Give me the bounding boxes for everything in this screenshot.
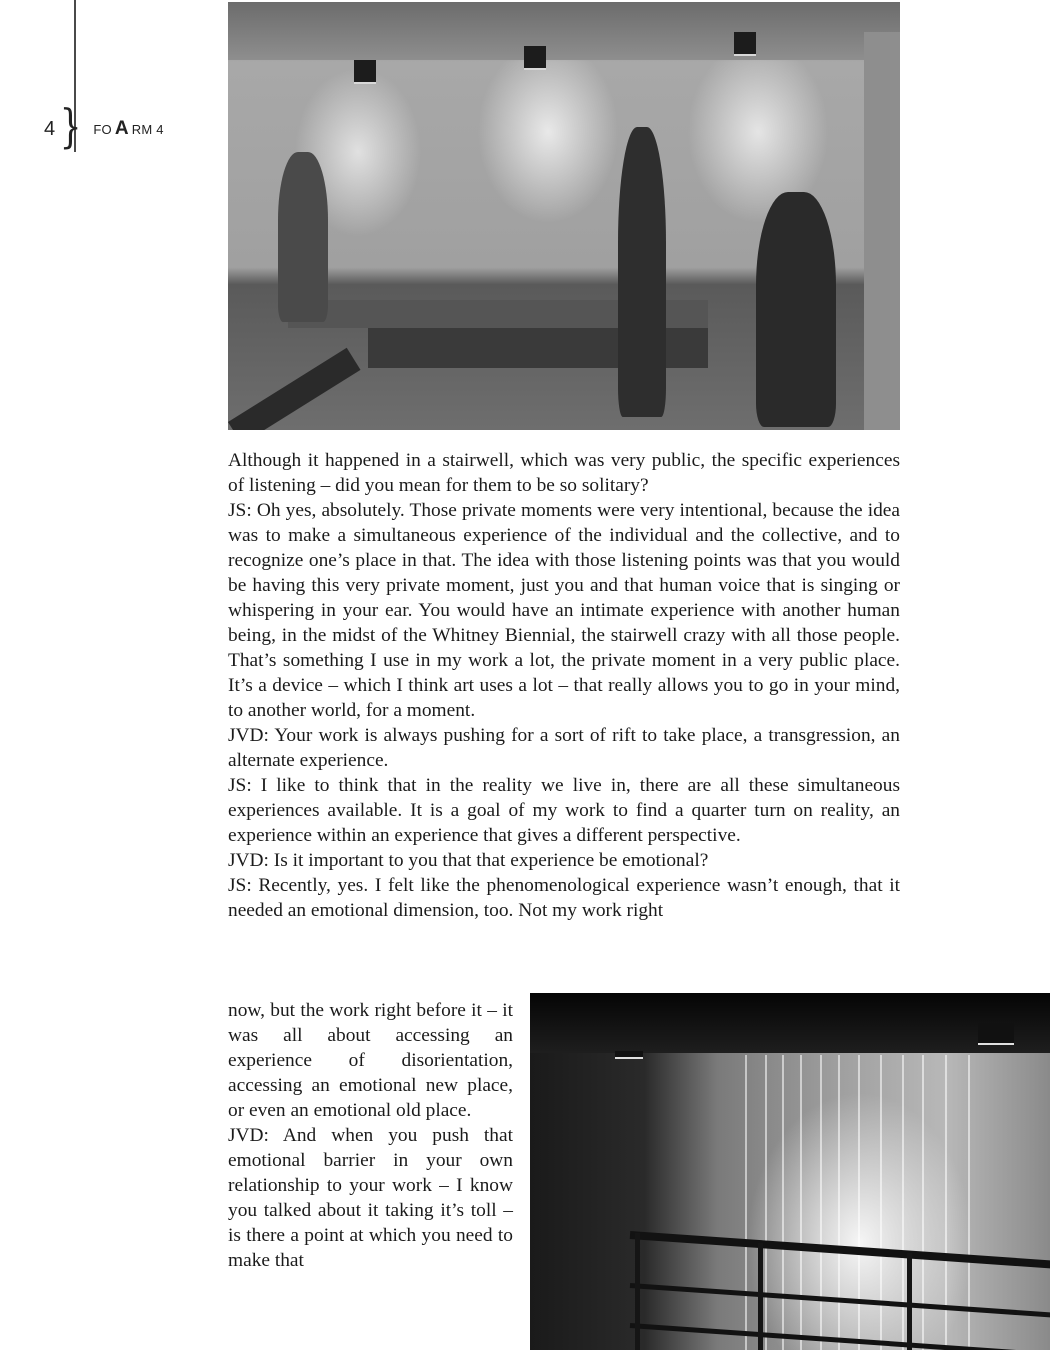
magazine-name: FO A RM 4 <box>93 118 164 139</box>
photo-sidewall <box>864 32 900 430</box>
tube <box>745 1055 747 1350</box>
handrail-post <box>635 1233 640 1350</box>
article-column-full <box>228 448 900 923</box>
article-column-narrow <box>228 998 513 1273</box>
article-paragraph: JVD: Is it important to you that that experience be emotional? <box>228 850 709 871</box>
photo-ceiling <box>530 993 1050 1053</box>
article-paragraph: JS: I like to think that in the reality we live in, there are all these simultaneous experiences available. It is a goal of my work to find a quarter turn on reality, an experience within an experience that gives a different perspective. <box>228 775 900 846</box>
tube <box>820 1055 822 1350</box>
tube <box>858 1055 860 1350</box>
article-paragraph: JS: Recently, yes. I felt like the phenomenological experience wasn’t enough, that it needed an emotional dimension, too. Not my work right <box>228 875 900 921</box>
tube <box>880 1055 882 1350</box>
spotlight <box>978 1023 1014 1045</box>
brace-ornament: } <box>59 99 82 153</box>
handrail-post <box>758 1243 763 1350</box>
person-middle <box>618 127 666 417</box>
page-folio <box>44 99 164 153</box>
spotlight <box>524 46 546 70</box>
page-number: 4 <box>44 117 56 140</box>
tube <box>782 1055 784 1350</box>
photo-stairwell-tubes <box>530 993 1050 1350</box>
handrail-post <box>907 1253 912 1350</box>
article-paragraph: now, but the work right before it – it was all about accessing an experience of disorientation, accessing an emotional new place, or even an emotional old place. <box>228 1000 513 1121</box>
photo-handrail <box>228 348 361 430</box>
photo-ceiling <box>228 2 900 60</box>
spotlight <box>734 32 756 56</box>
article-paragraph: JVD: Your work is always pushing for a sort of rift to take place, a transgression, an alternate experience. <box>228 725 900 771</box>
article-paragraph: JS: Oh yes, absolutely. Those private moments were very intentional, because the idea was to make a simultaneous experience of the individual and the collective, and to recognize one’s place in that. The idea with those listening points was that you would be having this very private moment, just you and that human voice that is singing or whispering in your ear. You would have an intimate experience with another human being, in the midst of the Whitney Biennial, the stairwell crazy with all those people. That’s something I use in my work a lot, the private moment in a very public place. It’s a device – which I think art uses a lot – that really allows you to go in your mind, to another world, for a moment. <box>228 500 900 721</box>
spotlight <box>354 60 376 84</box>
tube <box>800 1055 802 1350</box>
article-paragraph: Although it happened in a stairwell, which was very public, the specific experiences of listening – did you mean for them to be so solitary? <box>228 450 900 496</box>
spotlight <box>615 1051 643 1059</box>
person-left <box>278 152 328 322</box>
photo-stairwell-listeners <box>228 2 900 430</box>
tube <box>765 1055 767 1350</box>
tube <box>838 1055 840 1350</box>
person-right <box>756 192 836 427</box>
article-paragraph: JVD: And when you push that emotional barrier in your own relationship to your work – I know you talked about it taking it’s toll – is there a point at which you need to make that <box>228 1125 513 1271</box>
